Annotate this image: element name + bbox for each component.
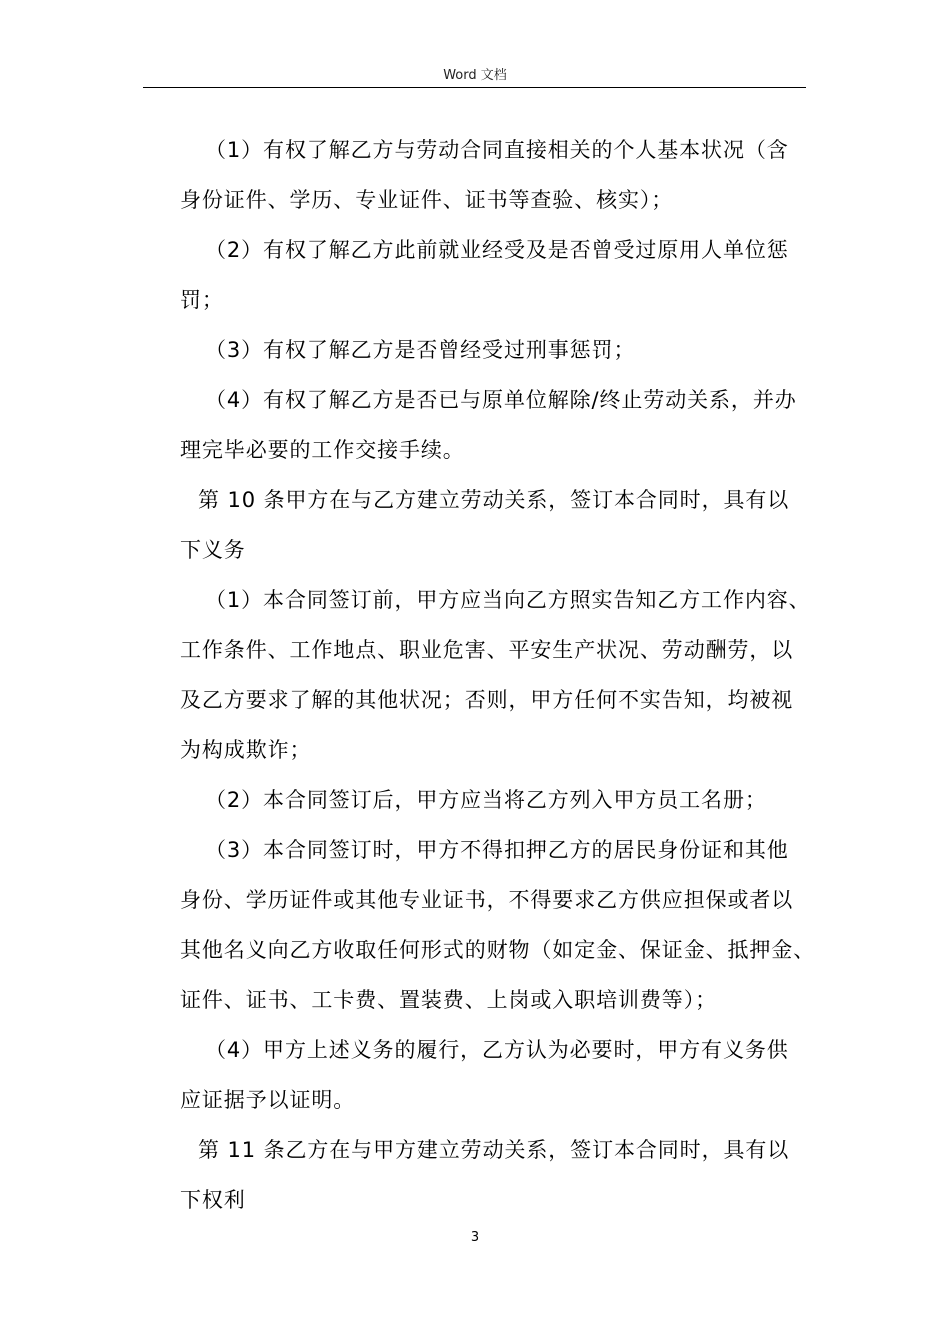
body-line: 下义务 (180, 538, 246, 562)
body-line: 身份、学历证件或其他专业证书，不得要求乙方供应担保或者以 (180, 888, 794, 912)
body-line: （1）本合同签订前，甲方应当向乙方照实告知乙方工作内容、 (205, 588, 811, 612)
body-line: （2）有权了解乙方此前就业经受及是否曾受过原用人单位惩 (205, 238, 789, 262)
body-line: 罚； (180, 288, 224, 312)
body-line: （1）有权了解乙方与劳动合同直接相关的个人基本状况（含 (205, 138, 789, 162)
body-line: 证件、证书、工卡费、置装费、上岗或入职培训费等）； (180, 988, 717, 1012)
body-line: 为构成欺诈； (180, 738, 312, 762)
body-line: 理完毕必要的工作交接手续。 (180, 438, 465, 462)
body-line: （3）有权了解乙方是否曾经受过刑事惩罚； (205, 338, 636, 362)
article-heading: 第 11 条乙方在与甲方建立劳动关系，签订本合同时，具有以 (198, 1138, 790, 1162)
header-title: Word 文档 (443, 68, 507, 83)
body-line: 工作条件、工作地点、职业危害、平安生产状况、劳动酬劳，以 (180, 638, 794, 662)
body-line: 身份证件、学历、专业证件、证书等查验、核实）； (180, 188, 674, 212)
body-line: （4）甲方上述义务的履行，乙方认为必要时，甲方有义务供 (205, 1038, 789, 1062)
body-line: 下权利 (180, 1188, 246, 1212)
body-line: （4）有权了解乙方是否已与原单位解除/终止劳动关系，并办 (205, 388, 797, 412)
body-line: （2）本合同签订后，甲方应当将乙方列入甲方员工名册； (205, 788, 767, 812)
body-line: 应证据予以证明。 (180, 1088, 356, 1112)
body-line: 其他名义向乙方收取任何形式的财物（如定金、保证金、抵押金、 (180, 938, 816, 962)
body-line: （3）本合同签订时，甲方不得扣押乙方的居民身份证和其他 (205, 838, 789, 862)
header-divider (143, 87, 806, 88)
body-line: 及乙方要求了解的其他状况；否则，甲方任何不实告知，均被视 (180, 688, 794, 712)
article-heading: 第 10 条甲方在与乙方建立劳动关系，签订本合同时，具有以 (198, 488, 790, 512)
page-number: 3 (470, 1230, 480, 1245)
